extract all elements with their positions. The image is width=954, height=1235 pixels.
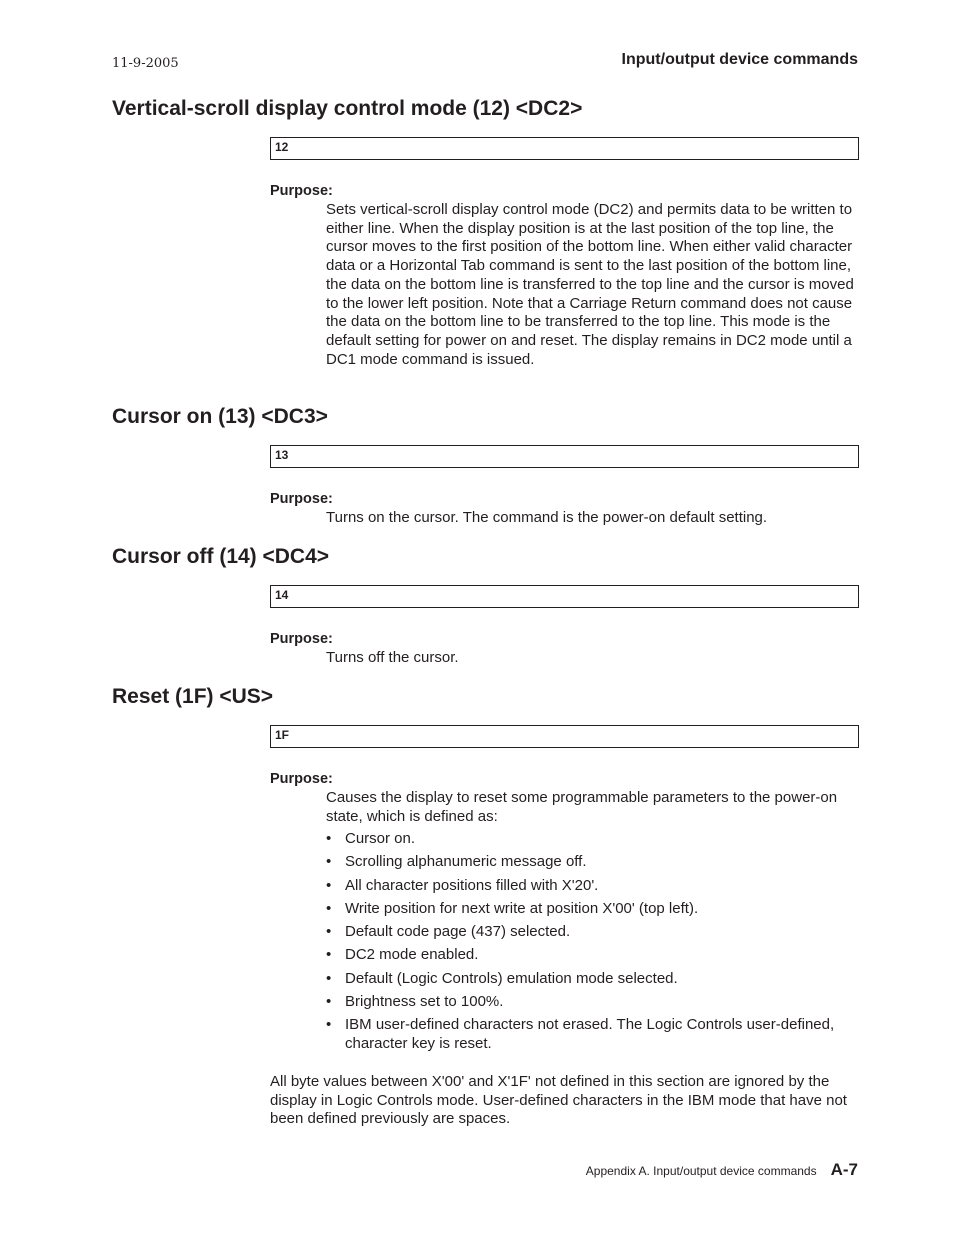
bullet-icon: •: [326, 993, 332, 1011]
code-value: 12: [275, 140, 289, 154]
code-value: 1F: [275, 728, 290, 742]
section-heading-dc2: Vertical-scroll display control mode (12) <DC2>: [112, 97, 583, 120]
page-footer: [586, 1160, 858, 1180]
purpose-text-us: Causes the display to reset some programmable parameters to the power-on state, which is defined as:: [326, 789, 838, 825]
list-item: • Default (Logic Controls) emulation mode selected.: [326, 969, 678, 987]
purpose-label: Purpose:: [270, 183, 333, 199]
list-item: • Brightness set to 100%.: [326, 993, 504, 1011]
list-item: • All character positions filled with X'20'.: [326, 876, 599, 894]
purpose-text-dc2: Sets vertical-scroll display control mode (DC2) and permits data to be written to either line. When the display position is at the last position of the top line, the cursor moves to the first position of the bottom line. When either valid character data or a Horizontal Tab command is sent to the last position of the bottom line, the data on the bottom line is transferred to the top line and the cursor is moved to the lower left position. Note that a Carriage Return command does not cause the data on the bottom line to be transferred to the top line. This mode is the default setting for power on and reset. The display remains in DC2 mode until a DC1 mode command is issued.: [326, 201, 854, 368]
code-box-13: [270, 445, 859, 468]
page-number: A-7: [830, 1160, 858, 1179]
purpose-text-dc4: Turns off the cursor.: [326, 649, 459, 666]
code-box-12: [270, 137, 859, 160]
closing-paragraph: All byte values between X'00' and X'1F' not defined in this section are ignored by the display in Logic Controls mode. User-defined characters in the IBM mode that have not been defined previously are spaces.: [270, 1073, 847, 1128]
bullet-icon: •: [326, 946, 332, 964]
bullet-icon: •: [326, 899, 332, 917]
footer-text: Appendix A. Input/output device commands: [585, 1164, 817, 1178]
bullet-icon: •: [326, 923, 332, 941]
code-box-14: [270, 585, 859, 608]
bullet-icon: •: [326, 876, 332, 894]
purpose-label: Purpose:: [270, 491, 333, 507]
bullet-icon: •: [326, 853, 332, 871]
section-heading-us: Reset (1F) <US>: [112, 685, 274, 708]
running-title: Input/output device commands: [621, 51, 858, 68]
bullet-icon: •: [326, 830, 332, 847]
reset-state-list: [326, 830, 866, 1058]
bullet-icon: •: [326, 1016, 332, 1034]
purpose-text-dc3: Turns on the cursor. The command is the power-on default setting.: [326, 509, 768, 526]
bullet-icon: •: [326, 969, 332, 987]
list-item: • Write position for next write at position X'00' (top left).: [326, 899, 699, 917]
section-heading-dc3: Cursor on (13) <DC3>: [112, 405, 328, 428]
purpose-label: Purpose:: [270, 631, 333, 647]
list-item: • Scrolling alphanumeric message off.: [326, 853, 587, 871]
code-box-1f: [270, 725, 859, 748]
section-heading-dc4: Cursor off (14) <DC4>: [112, 545, 330, 568]
list-item: • Default code page (437) selected.: [326, 923, 571, 941]
code-value: 14: [275, 588, 289, 602]
list-item: • IBM user-defined characters not erased. The Logic Controls user-defined, character key is reset.: [326, 1016, 835, 1053]
purpose-label: Purpose:: [270, 771, 333, 787]
header-date: 11-9-2005: [112, 56, 179, 71]
list-item: • DC2 mode enabled.: [326, 946, 479, 964]
list-item: • Cursor on.: [326, 830, 416, 847]
code-value: 13: [275, 448, 289, 462]
